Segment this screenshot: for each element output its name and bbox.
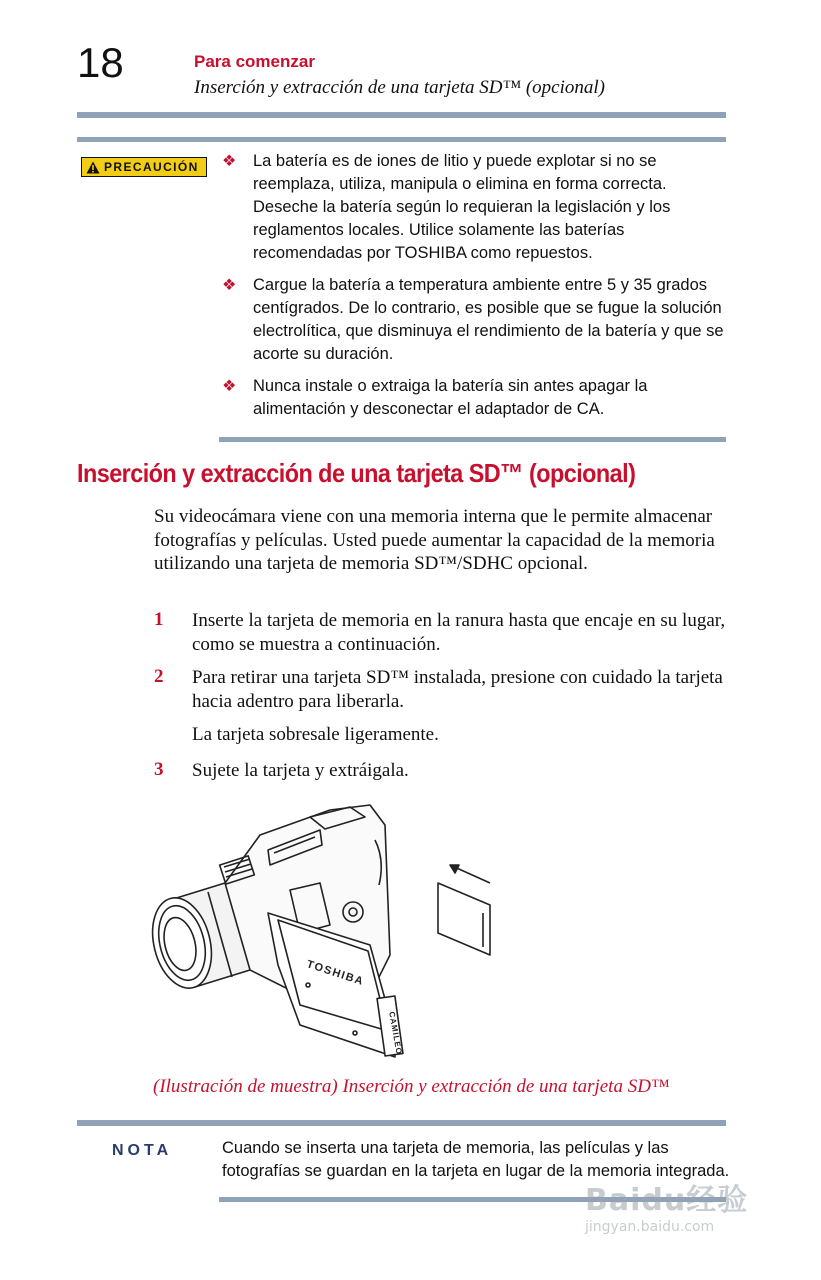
caution-badge-label: PRECAUCIÓN	[104, 160, 199, 174]
caution-item	[222, 274, 732, 366]
diamond-bullet-icon: ❖	[222, 277, 237, 294]
caution-item	[222, 150, 732, 265]
diamond-bullet-icon: ❖	[222, 153, 237, 170]
watermark	[585, 1175, 775, 1255]
camcorder-brand-label: TOSHIBA	[305, 958, 366, 989]
step-text: Sujete la tarjeta y extráigala.	[192, 760, 409, 781]
step-text: Para retirar una tarjeta SD™ instalada, presione con cuidado la tarjeta hacia adentro para liberarla.	[192, 667, 723, 712]
note-text: Cuando se inserta una tarjeta de memoria, las películas y las fotografías se guardan en la tarjeta en lugar de la memoria integrada.	[222, 1139, 730, 1180]
caution-item-text: Nunca instale o extraiga la batería sin antes apagar la alimentación y desconectar el adaptador de CA.	[253, 377, 648, 418]
caution-badge	[81, 157, 207, 177]
caution-list	[222, 150, 732, 430]
step-item	[154, 609, 729, 656]
caution-bottom-divider	[219, 437, 726, 442]
note-top-divider	[77, 1120, 726, 1126]
note-label: NOTA	[112, 1142, 173, 1159]
caution-item	[222, 375, 732, 421]
section-heading: Inserción y extracción de una tarjeta SD™ (opcional)	[77, 458, 636, 488]
step-text: Inserte la tarjeta de memoria en la ranura hasta que encaje en su lugar, como se muestra a continuación.	[192, 610, 726, 655]
camcorder-illustration	[150, 795, 500, 1075]
caution-item-text: La batería es de iones de litio y puede explotar si no se reemplaza, utiliza, manipula o elimina en forma correcta. Deseche la batería según lo requieran la legislación y los reglamentos locales. Utilice solamente las baterías recomendadas por TOSHIBA como repuestos.	[253, 152, 671, 262]
step-note	[154, 723, 729, 747]
header-subtitle: Inserción y extracción de una tarjeta SD™ (opcional)	[194, 77, 606, 98]
warning-icon	[86, 161, 100, 174]
step-number: 3	[154, 759, 164, 780]
watermark-logo: Baidu经验	[585, 1183, 749, 1218]
caution-top-divider	[77, 137, 726, 142]
watermark-url: jingyan.baidu.com	[585, 1219, 715, 1235]
caution-item-text: Cargue la batería a temperatura ambiente entre 5 y 35 grados centígrados. De lo contrario, es posible que se fugue la solución electrolítica, que disminuya el rendimiento de la batería y que se acorte su duración.	[253, 276, 724, 363]
section-label: Para comenzar	[194, 52, 315, 71]
step-item	[154, 666, 729, 713]
step-number: 2	[154, 666, 164, 687]
step-item	[154, 759, 729, 783]
header-divider	[77, 112, 726, 118]
intro-paragraph: Su videocámara viene con una memoria interna que le permite almacenar fotografías y películas. Usted puede aumentar la capacidad de la memoria utilizando una tarjeta de memoria SD™/SDHC opcional.	[154, 506, 715, 574]
camcorder-model-label: CAMILEO	[387, 1010, 404, 1056]
page-number: 18	[77, 39, 124, 86]
step-number: 1	[154, 609, 164, 630]
illustration-caption: (Ilustración de muestra) Inserción y extracción de una tarjeta SD™	[153, 1076, 670, 1097]
diamond-bullet-icon: ❖	[222, 378, 237, 395]
step-note-text: La tarjeta sobresale ligeramente.	[192, 724, 439, 745]
